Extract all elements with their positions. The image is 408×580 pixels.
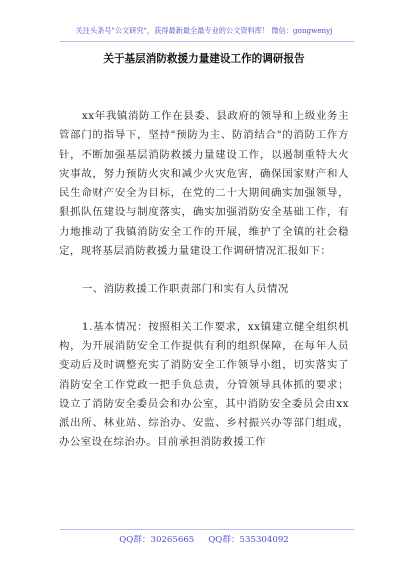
footer-qq-label-1: QQ群：	[119, 535, 151, 545]
header-notice: 关注头条号"公文研究"，获得最新最全最专业的公文资料库！ 微信：gongwenyj	[75, 26, 333, 35]
footer-qq-label-2: QQ群：	[208, 535, 240, 545]
footer-divider	[60, 529, 354, 530]
header-divider	[60, 41, 354, 42]
footer-contact	[0, 534, 408, 546]
document-title: 关于基层消防救援力量建设工作的调研报告	[103, 53, 305, 65]
section-heading: 一、消防救援工作职责部门和实有人员情况	[81, 283, 289, 296]
document-body	[59, 107, 349, 453]
footer-qq-value-1: 30265665	[150, 535, 195, 545]
section-paragraph: 1.基本情况：按照相关工作要求，xx镇建立健全组织机构，为开展消防安全工作提供有利的组织保障，在每年人员变动后及时调整充实了消防安全工作领导小组，切实落实了消防安全工作党政一把手负总责，分管领导具体抓的要求；设立了消防安全委员会和办公室，其中消防安全委员会由xx派出所、林业站、综治办、安监、乡村振兴办等部门组成，办公室设在综治办。目前承担消防救援工作	[59, 320, 349, 449]
footer-qq-value-2: 535304092	[239, 535, 289, 545]
intro-paragraph: xx年我镇消防工作在县委、县政府的领导和上级业务主管部门的指导下，坚持"预防为主、防消结合"的消防工作方针，不断加强基层消防救援力量建设工作，以遏制重特大火灾事故，努力预防火灾和减少火灾危害，确保国家财产和人民生命财产安全为目标，在党的二十大期间确实加强领导，狠抓队伍建设与制度落实，确实加强消防安全基础工作，有力地推动了我镇消防安全工作的开展，维护了全镇的社会稳定，现将基层消防救援力量建设工作调研情况汇报如下：	[59, 110, 349, 258]
